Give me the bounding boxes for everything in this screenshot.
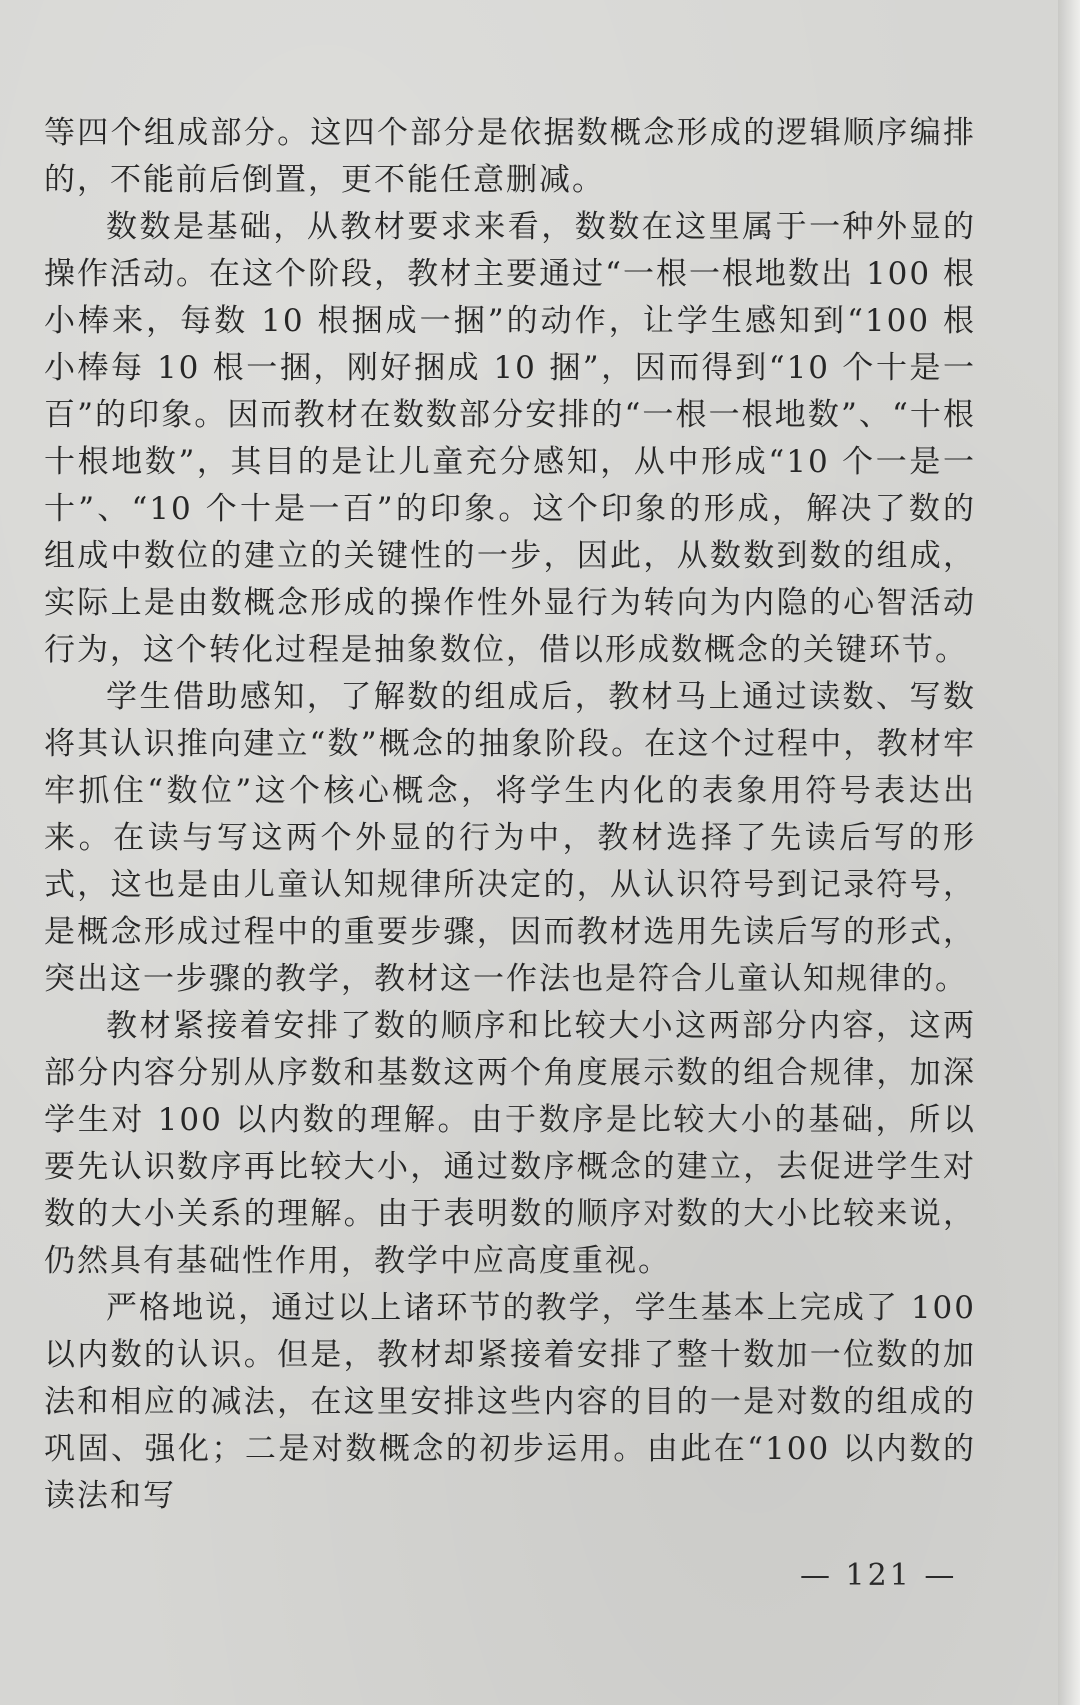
paragraph-5: 严格地说，通过以上诸环节的教学，学生基本上完成了 100 以内数的认识。但是，教材却紧接着安排了整十数加一位数的加法和相应的减法，在这里安排这些内容的目的一是对数的组成的巩固、强化；二是对数概念的初步运用。由此在“100 以内数的读法和写	[44, 1290, 976, 1514]
body-text	[44, 110, 976, 1520]
page-edge-shadow	[1058, 0, 1080, 1705]
page-number: — 121 —	[800, 1558, 958, 1593]
paragraph-1: 等四个组成部分。这四个部分是依据数概念形成的逻辑顺序编排的，不能前后倒置，更不能任意删减。	[44, 115, 976, 198]
paragraph-3: 学生借助感知，了解数的组成后，教材马上通过读数、写数将其认识推向建立“数”概念的抽象阶段。在这个过程中，教材牢牢抓住“数位”这个核心概念，将学生内化的表象用符号表达出来。在读与写这两个外显的行为中，教材选择了先读后写的形式，这也是由儿童认知规律所决定的，从认识符号到记录符号，是概念形成过程中的重要步骤，因而教材选用先读后写的形式，突出这一步骤的教学，教材这一作法也是符合儿童认知规律的。	[44, 679, 976, 997]
paragraph-2: 数数是基础，从教材要求来看，数数在这里属于一种外显的操作活动。在这个阶段，教材主要通过“一根一根地数出 100 根小棒来，每数 10 根捆成一捆”的动作，让学生感知到“100 根小棒每 10 根一捆，刚好捆成 10 捆”，因而得到“10 个十是一百”的印象。因而教材在数数部分安排的“一根一根地数”、“十根十根地数”，其目的是让儿童充分感知，从中形成“10 个一是一十”、“10 个十是一百”的印象。这个印象的形成，解决了数的组成中数位的建立的关键性的一步，因此，从数数到数的组成，实际上是由数概念形成的操作性外显行为转向为内隐的心智活动行为，这个转化过程是抽象数位，借以形成数概念的关键环节。	[44, 209, 976, 668]
paragraph-4: 教材紧接着安排了数的顺序和比较大小这两部分内容，这两部分内容分别从序数和基数这两个角度展示数的组合规律，加深学生对 100 以内数的理解。由于数序是比较大小的基础，所以要先认识数序再比较大小，通过数序概念的建立，去促进学生对数的大小关系的理解。由于表明数的顺序对数的大小比较来说，仍然具有基础性作用，教学中应高度重视。	[44, 1008, 976, 1279]
